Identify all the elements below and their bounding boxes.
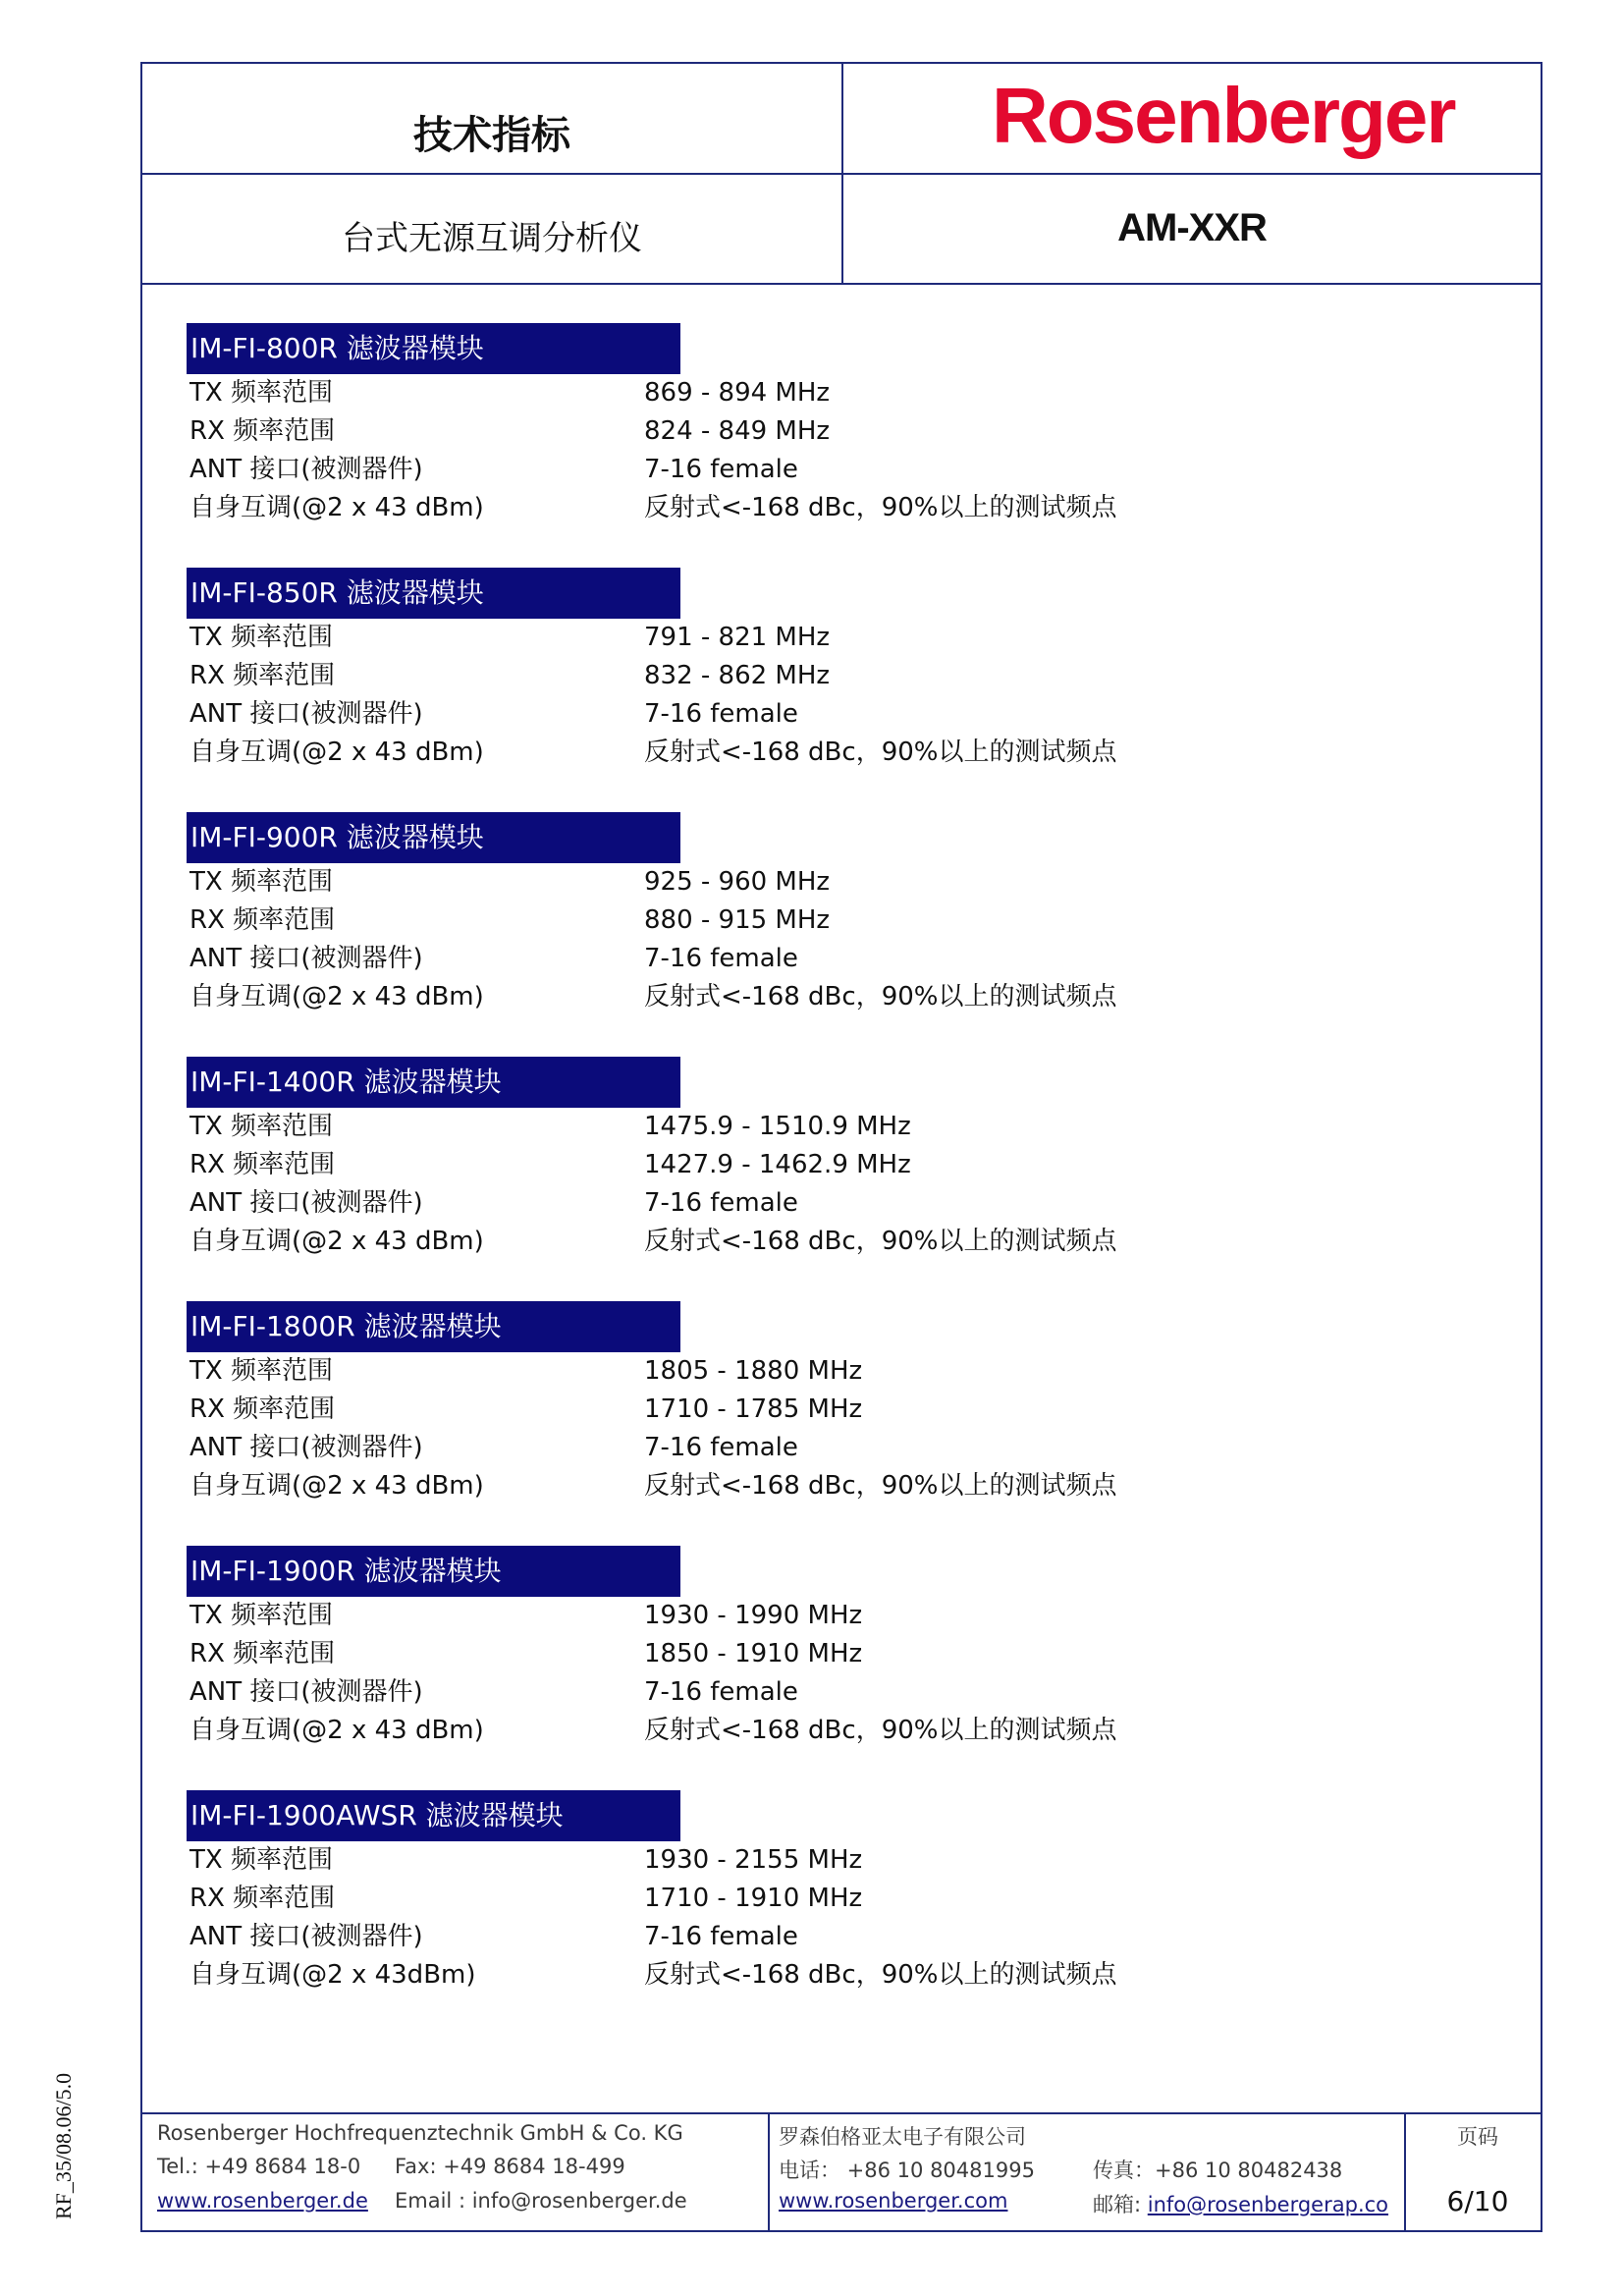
spec-value: 869 - 894 MHz	[644, 378, 831, 408]
footer-company-de: Rosenberger Hochfrequenztechnik GmbH & Co. KG	[157, 2121, 683, 2145]
spec-value: 925 - 960 MHz	[644, 867, 831, 897]
footer-tel-cn: 电话： +86 10 80481995	[779, 2159, 1035, 2182]
spec-label: 自身互调(@2 x 43 dBm)	[189, 1227, 484, 1256]
spec-label: ANT 接口(被测器件)	[189, 944, 423, 973]
spec-row	[187, 695, 1119, 734]
spec-label: RX 频率范围	[189, 416, 336, 446]
spec-value: 1475.9 - 1510.9 MHz	[644, 1112, 911, 1141]
spec-label: 自身互调(@2 x 43dBm)	[189, 1960, 476, 1990]
footer-email-label: 邮箱:	[1093, 2193, 1148, 2216]
section-title: IM-FI-1900AWSR 滤波器模块	[187, 1790, 680, 1841]
footer-company-cn: 罗森伯格亚太电子有限公司	[779, 2125, 1026, 2149]
spec-label: ANT 接口(被测器件)	[189, 1922, 423, 1951]
page-label: 页码	[1457, 2125, 1498, 2149]
section-title: IM-FI-1900R 滤波器模块	[187, 1546, 680, 1597]
footer-divider	[140, 2112, 1542, 2114]
section-title: IM-FI-1800R 滤波器模块	[187, 1301, 680, 1352]
spec-label: 自身互调(@2 x 43 dBm)	[189, 982, 484, 1011]
spec-label: ANT 接口(被测器件)	[189, 1677, 423, 1707]
spec-section	[187, 1546, 1119, 1750]
spec-row	[187, 1880, 1119, 1918]
brand-logo: Rosenberger	[992, 72, 1455, 159]
spec-row	[187, 1673, 1119, 1712]
spec-label: ANT 接口(被测器件)	[189, 1433, 423, 1462]
spec-label: TX 频率范围	[189, 378, 333, 408]
section-title: IM-FI-900R 滤波器模块	[187, 812, 680, 863]
spec-label: 自身互调(@2 x 43 dBm)	[189, 738, 484, 767]
spec-value: 1710 - 1785 MHz	[644, 1394, 863, 1424]
spec-value: 7-16 female	[644, 1188, 798, 1218]
spec-value: 反射式<-168 dBc，90%以上的测试频点	[644, 1471, 1117, 1501]
spec-row	[187, 1391, 1119, 1429]
spec-value: 反射式<-168 dBc，90%以上的测试频点	[644, 493, 1117, 522]
spec-row	[187, 734, 1119, 772]
spec-row	[187, 412, 1119, 451]
spec-row	[187, 374, 1119, 412]
spec-value: 1930 - 2155 MHz	[644, 1845, 863, 1875]
footer-email-cn	[1093, 2189, 1388, 2218]
spec-label: 自身互调(@2 x 43 dBm)	[189, 493, 484, 522]
spec-row	[187, 451, 1119, 489]
footer-fax-cn: 传真：+86 10 80482438	[1093, 2159, 1343, 2182]
spec-label: RX 频率范围	[189, 1394, 336, 1424]
section-title: IM-FI-850R 滤波器模块	[187, 568, 680, 619]
spec-section	[187, 568, 1119, 772]
spec-row	[187, 940, 1119, 978]
footer-divider-1	[768, 2112, 770, 2232]
document-code: RF_35/08.06/5.0	[51, 2072, 76, 2219]
spec-value: 1710 - 1910 MHz	[644, 1884, 863, 1913]
spec-value: 反射式<-168 dBc，90%以上的测试频点	[644, 1960, 1117, 1990]
spec-value: 反射式<-168 dBc，90%以上的测试频点	[644, 982, 1117, 1011]
spec-row	[187, 1635, 1119, 1673]
spec-label: RX 频率范围	[189, 661, 336, 690]
spec-label: RX 频率范围	[189, 1884, 336, 1913]
footer-divider-2	[1404, 2112, 1406, 2232]
footer-fax-de: Fax: +49 8684 18-499	[395, 2155, 625, 2178]
spec-label: TX 频率范围	[189, 1112, 333, 1141]
spec-label: 自身互调(@2 x 43 dBm)	[189, 1716, 484, 1745]
footer-email-de: Email : info@rosenberger.de	[395, 2189, 687, 2213]
spec-row	[187, 863, 1119, 902]
spec-value: 反射式<-168 dBc，90%以上的测试频点	[644, 1227, 1117, 1256]
spec-row	[187, 1918, 1119, 1956]
spec-row	[187, 619, 1119, 657]
spec-row	[187, 1146, 1119, 1184]
spec-row	[187, 1108, 1119, 1146]
footer-tel-de: Tel.: +49 8684 18-0	[157, 2155, 361, 2178]
spec-value: 反射式<-168 dBc，90%以上的测试频点	[644, 1716, 1117, 1745]
spec-value: 1805 - 1880 MHz	[644, 1356, 863, 1386]
spec-row	[187, 489, 1119, 527]
spec-section	[187, 812, 1119, 1016]
spec-label: TX 频率范围	[189, 1601, 333, 1630]
spec-row	[187, 902, 1119, 940]
spec-label: ANT 接口(被测器件)	[189, 699, 423, 729]
spec-value: 1850 - 1910 MHz	[644, 1639, 863, 1668]
spec-value: 832 - 862 MHz	[644, 661, 831, 690]
spec-value: 1427.9 - 1462.9 MHz	[644, 1150, 911, 1179]
spec-value: 7-16 female	[644, 1433, 798, 1462]
spec-value: 880 - 915 MHz	[644, 905, 831, 935]
spec-section	[187, 1790, 1119, 1995]
spec-label: TX 频率范围	[189, 623, 333, 652]
spec-label: TX 频率范围	[189, 867, 333, 897]
spec-row	[187, 1956, 1119, 1995]
spec-row	[187, 1467, 1119, 1505]
spec-row	[187, 1712, 1119, 1750]
document-title: 技术指标	[413, 113, 570, 158]
product-subtitle: 台式无源互调分析仪	[342, 219, 642, 258]
section-title: IM-FI-800R 滤波器模块	[187, 323, 680, 374]
spec-value: 7-16 female	[644, 1922, 798, 1951]
spec-row	[187, 1223, 1119, 1261]
spec-label: TX 频率范围	[189, 1845, 333, 1875]
spec-value: 7-16 female	[644, 455, 798, 484]
spec-label: ANT 接口(被测器件)	[189, 1188, 423, 1218]
spec-value: 7-16 female	[644, 699, 798, 729]
footer-web-cn-link[interactable]: www.rosenberger.com	[779, 2189, 1008, 2213]
spec-label: TX 频率范围	[189, 1356, 333, 1386]
spec-label: 自身互调(@2 x 43 dBm)	[189, 1471, 484, 1501]
page-number: 6/10	[1446, 2185, 1509, 2217]
spec-label: RX 频率范围	[189, 1639, 336, 1668]
spec-row	[187, 1352, 1119, 1391]
spec-value: 反射式<-168 dBc，90%以上的测试频点	[644, 738, 1117, 767]
model-number: AM-XXR	[1117, 206, 1267, 249]
footer-email-cn-link[interactable]: info@rosenbergerap.co	[1147, 2193, 1389, 2216]
spec-row	[187, 1184, 1119, 1223]
spec-section	[187, 323, 1119, 527]
spec-value: 791 - 821 MHz	[644, 623, 831, 652]
spec-label: RX 频率范围	[189, 1150, 336, 1179]
section-title: IM-FI-1400R 滤波器模块	[187, 1057, 680, 1108]
spec-row	[187, 978, 1119, 1016]
header-column-divider	[841, 62, 843, 285]
spec-row	[187, 1429, 1119, 1467]
spec-value: 1930 - 1990 MHz	[644, 1601, 863, 1630]
spec-section	[187, 1057, 1119, 1261]
footer-web-de-link[interactable]: www.rosenberger.de	[157, 2189, 368, 2213]
spec-value: 7-16 female	[644, 1677, 798, 1707]
spec-value: 7-16 female	[644, 944, 798, 973]
spec-row	[187, 1841, 1119, 1880]
spec-label: ANT 接口(被测器件)	[189, 455, 423, 484]
spec-value: 824 - 849 MHz	[644, 416, 831, 446]
spec-label: RX 频率范围	[189, 905, 336, 935]
spec-row	[187, 657, 1119, 695]
spec-section	[187, 1301, 1119, 1505]
spec-row	[187, 1597, 1119, 1635]
